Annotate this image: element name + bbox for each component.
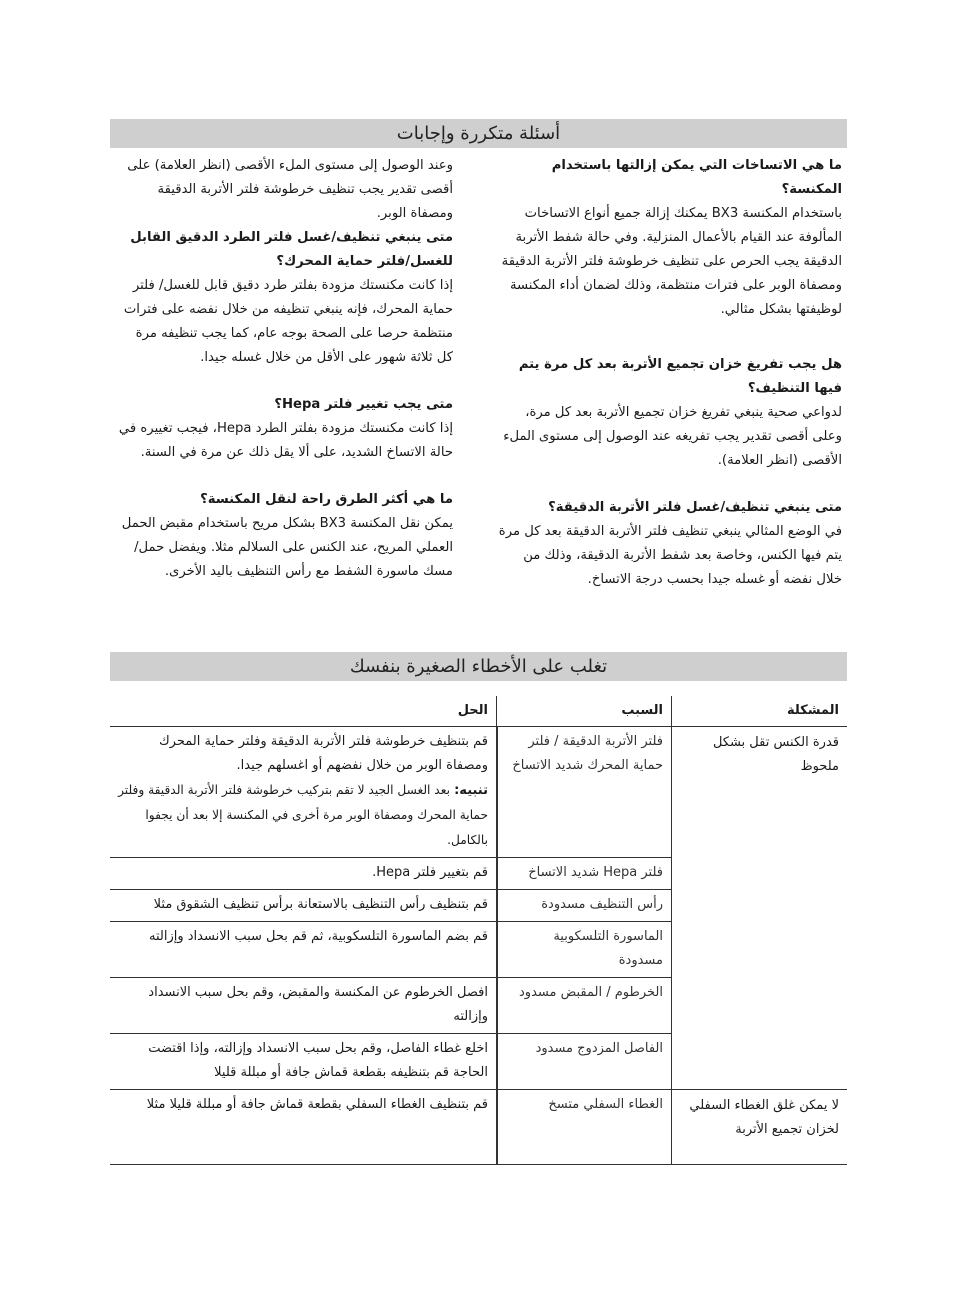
troubleshooting-title: تغلب على الأخطاء الصغيرة بنفسك bbox=[349, 656, 608, 677]
faq-title-band bbox=[110, 119, 847, 148]
faq-answer: وعند الوصول إلى مستوى الملء الأقصى (انظر العلامة) على أقصى تقدير يجب تنظيف خرطوشة فلتر الأتربة الدقيقة ومصفاة الوبر. bbox=[127, 158, 453, 221]
faq-item bbox=[117, 488, 453, 584]
solution-cell: قم بتغيير فلتر Hepa. bbox=[110, 858, 497, 889]
faq-answer: يمكن نقل المكنسة BX3 بشكل مريح باستخدام مقبض الحمل العملي المريح، عند الكنس على السلالم مثلا. ويفضل حمل/مسك ماسورة الشفط مع رأس التنظيف باليد الأخرى. bbox=[121, 516, 453, 579]
cause-cell: فلتر Hepa شديد الاتساخ bbox=[497, 858, 672, 889]
faq-question: متى ينبغي تنظيف/غسل فلتر الأتربة الدقيقة؟ bbox=[548, 500, 842, 515]
faq-question: ما هي أكثر الطرق راحة لنقل المكنسة؟ bbox=[200, 492, 453, 507]
cause-cell: رأس التنظيف مسدودة bbox=[497, 890, 672, 921]
faq-question: هل يجب تفريغ خزان تجميع الأتربة بعد كل مرة يتم فيها التنظيف؟ bbox=[518, 357, 842, 396]
solution-cell: قم بتنظيف الغطاء السفلي بقطعة قماش جافة أو مبللة قليلا مثلا bbox=[110, 1090, 497, 1164]
faq-question: متى يجب تغيير فلتر Hepa؟ bbox=[274, 397, 453, 412]
faq-item bbox=[494, 154, 842, 322]
table-row bbox=[110, 890, 672, 922]
solution-cell bbox=[110, 727, 497, 857]
cause-cell: الماسورة التلسكوبية مسدودة bbox=[497, 922, 672, 977]
faq-item bbox=[117, 154, 453, 226]
table-row bbox=[110, 978, 672, 1034]
faq-question: متى ينبغي تنظيف/غسل فلتر الطرد الدقيق القابل للغسل/فلتر حماية المحرك؟ bbox=[130, 230, 453, 269]
solution-text: قم بتنظيف خرطوشة فلتر الأتربة الدقيقة وفلتر حماية المحرك ومصفاة الوبر من خلال نفضهم أو اغسلهم جيدا. bbox=[158, 734, 488, 773]
header-problem: المشكلة bbox=[786, 703, 839, 718]
faq-title: أسئلة متكررة وإجابات bbox=[396, 123, 561, 144]
cause-cell: فلتر الأتربة الدقيقة / فلتر حماية المحرك شديد الاتساخ bbox=[497, 727, 672, 857]
solution-cell: قم بضم الماسورة التلسكوبية، ثم قم بحل سبب الانسداد وإزالته bbox=[110, 922, 497, 977]
faq-left-column bbox=[117, 154, 453, 607]
solution-cell: افصل الخرطوم عن المكنسة والمقبض، وقم بحل سبب الانسداد وإزالته bbox=[110, 978, 497, 1033]
faq-item bbox=[494, 353, 842, 473]
faq-answer: باستخدام المكنسة BX3 يمكنك إزالة جميع أنواع الاتساخات المألوفة عند القيام بالأعمال المنزلية. وفي حالة شفط الأتربة الدقيقة يجب الحرص على تنظيف خرطوشة فلتر الأتربة الدقيقة ومصفاة الوبر على فترات منتظمة، وذلك لضمان أداء المكنسة لوظيفتها بشكل مثالي. bbox=[501, 206, 842, 317]
cause-cell: الغطاء السفلي متسخ bbox=[497, 1090, 672, 1164]
problem-cell: لا يمكن غلق الغطاء السفلي لخزان تجميع الأتربة bbox=[689, 1098, 839, 1137]
solution-cell: قم بتنظيف رأس التنظيف بالاستعانة برأس تنظيف الشقوق مثلا bbox=[110, 890, 497, 921]
faq-item bbox=[117, 393, 453, 465]
table-group bbox=[110, 1090, 847, 1165]
faq-item bbox=[494, 496, 842, 592]
troubleshooting-table bbox=[110, 696, 847, 1165]
table-header bbox=[110, 696, 847, 727]
header-cause: السبب bbox=[497, 696, 672, 726]
solution-cell: اخلع غطاء الفاصل، وقم بحل سبب الانسداد وإزالته، وإذا اقتضت الحاجة قم بتنظيفه بقطعة قماش جافة أو مبللة قليلا bbox=[110, 1034, 497, 1089]
faq-answer: لدواعي صحية ينبغي تفريغ خزان تجميع الأتربة بعد كل مرة، وعلى أقصى تقدير يجب تفريغه عند الوصول إلى مستوى الملء الأقصى (انظر العلامة). bbox=[503, 405, 842, 468]
header-solution: الحل bbox=[110, 696, 497, 726]
faq-answer: إذا كانت مكنستك مزودة بفلتر طرد دقيق قابل للغسل/ فلتر حماية المحرك، فإنه ينبغي تنظيفه من خلال نفضه على فترات منتظمة حرصا على الصحة بوجه عام، كما يجب تنظيفه مرة كل ثلاثة شهور على الأقل من خلال غسله جيدا. bbox=[123, 278, 453, 365]
faq-answer: إذا كانت مكنستك مزودة بفلتر الطرد Hepa، فيجب تغييره في حالة الاتساخ الشديد، على ألا يقل ذلك عن مرة في السنة. bbox=[118, 421, 453, 460]
table-row bbox=[110, 858, 672, 890]
troubleshooting-title-band bbox=[110, 652, 847, 681]
cause-cell: الخرطوم / المقبض مسدود bbox=[497, 978, 672, 1033]
note-text: بعد الغسل الجيد لا تقم بتركيب خرطوشة فلتر الأتربة الدقيقة وفلتر حماية المحرك ومصفاة الوبر مرة أخرى في المكنسة إلا بعد أن يجفوا بالكامل. bbox=[118, 783, 488, 847]
table-row bbox=[110, 727, 672, 858]
problem-cell: قدرة الكنس تقل بشكل ملحوظ bbox=[712, 735, 839, 774]
table-row bbox=[110, 922, 672, 978]
table-row bbox=[110, 1090, 672, 1164]
faq-question: ما هي الاتساخات التي يمكن إزالتها باستخدام المكنسة؟ bbox=[551, 158, 842, 197]
table-row bbox=[110, 1034, 672, 1089]
cause-cell: الفاصل المزدوج مسدود bbox=[497, 1034, 672, 1089]
note-label: تنبيه: bbox=[454, 783, 488, 798]
faq-item bbox=[117, 226, 453, 370]
faq-right-column bbox=[494, 154, 842, 615]
table-group bbox=[110, 727, 847, 1090]
faq-answer: في الوضع المثالي ينبغي تنظيف فلتر الأتربة الدقيقة بعد كل مرة يتم فيها الكنس، وخاصة بعد شفط الأتربة الدقيقة، وذلك من خلال نفضه أو غسله جيدا بحسب درجة الاتساخ. bbox=[498, 524, 842, 587]
